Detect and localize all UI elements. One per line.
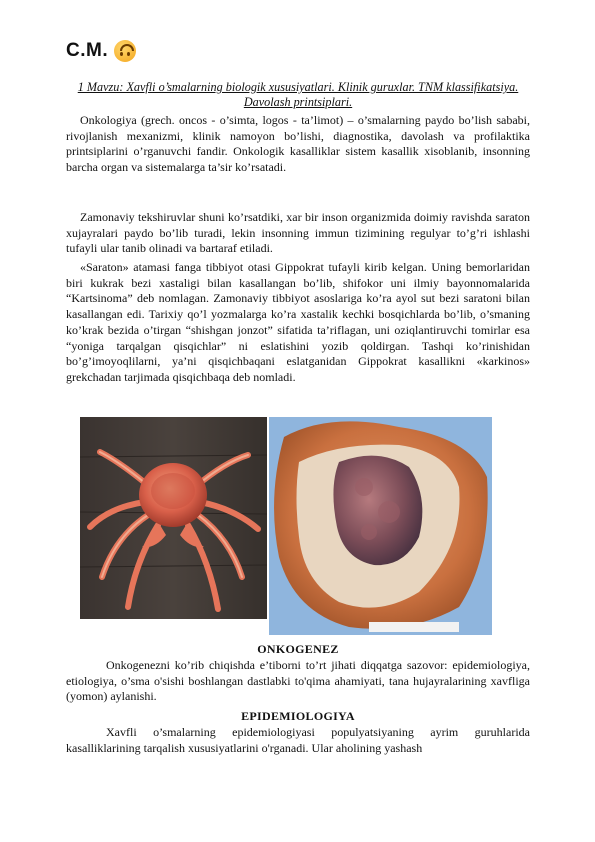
paragraph-modern-research: Zamonaviy tekshiruvlar shuni ko’rsatdiki, xar bir inson organizmida doimiy ravishda saraton xujayralari paydo bo’lib turadi, lekin insonning immun tizimining regulyar to’g’ri ishlashi tufayli ular tanib olinadi va bartaraf etiladi. xyxy=(66,210,530,256)
upside-down-face-icon xyxy=(114,40,136,62)
paragraph-oncology-definition: Onkologiya (grech. oncos - o’simta, logos - ta’limot) – o’smalarning paydo bo’lish sababi, rivojlanish mexanizmi, klinik namoyon bo’lishi, diagnostika, davolash va profilaktika printsiplarini o’rganuvchi fandir. Onkologik kasalliklar sistem kasallik xisoblanib, insonning barcha organ va sistemalarga ta’sir ko’rsatadi. xyxy=(66,113,530,175)
paragraph-saraton-history: «Saraton» atamasi fanga tibbiyot otasi Gippokrat tufayli kirib kelgan. Uning bemorlaridan biri kukrak bezi xastaligi bilan kasallangan bo’lib, shifokor uni ilmiy bayonnomalarida “Kartsinoma” deb nomlagan. Zamonaviy tibbiyot asoslariga ko’ra ayol sut bezi saratoni bilan kasallangan edi. Tarixiy qo’l yozmalarga ko’ra xastalik kechki bosqichlarda bo’lib, o’smaning ko’krak bezida o’tirgan “shishgan jonzot” sifatida ta’riflagan, uni oziqlantiruvchi tomirlar esa “yoniga tarqalgan qisqichlar” ni eslatishini yozib qoldirgan. Tashqi ko’rinishidan bo’g’imoyoqlilarni, ya’ni qisqichbaqani eslatganidan Gippokrat kasallikni «karkinos» grekchadan tarjimada qisqichbaqa deb nomladi. xyxy=(66,260,530,384)
topic-title: 1 Mavzu: Xavfli o’smalarning biologik xususiyatlari. Klinik guruxlar. TNM klassifikatsiya. Davolash printsiplari. xyxy=(77,80,519,109)
author-initials: C.M. xyxy=(66,40,109,61)
paragraph-epidemiologiya: Xavfli o’smalarning epidemiologiyasi populyatsiyaning ayrim guruhlarida kasalliklarining tarqalish xususiyatlarini o'rganadi. Ular aholining yashash xyxy=(66,725,530,755)
crab-photo-icon xyxy=(80,417,267,619)
page-header xyxy=(66,40,136,62)
tumor-specimen-photo-icon xyxy=(269,417,492,635)
section-heading-epidemiologiya: EPIDEMIOLOGIYA xyxy=(241,709,355,723)
paragraph-onkogenez: Onkogenezni ko’rib chiqishda e’tiborni to’rt jihati diqqatga sazovor: epidemiologiya, etiologiya, o’sma o'sishi boshlangan dastlabki to'qima ahamiyati, tana hujayralarining xavfliga (yomon) aylanishi. xyxy=(66,658,530,704)
section-heading-onkogenez: ONKOGENEZ xyxy=(257,642,339,656)
